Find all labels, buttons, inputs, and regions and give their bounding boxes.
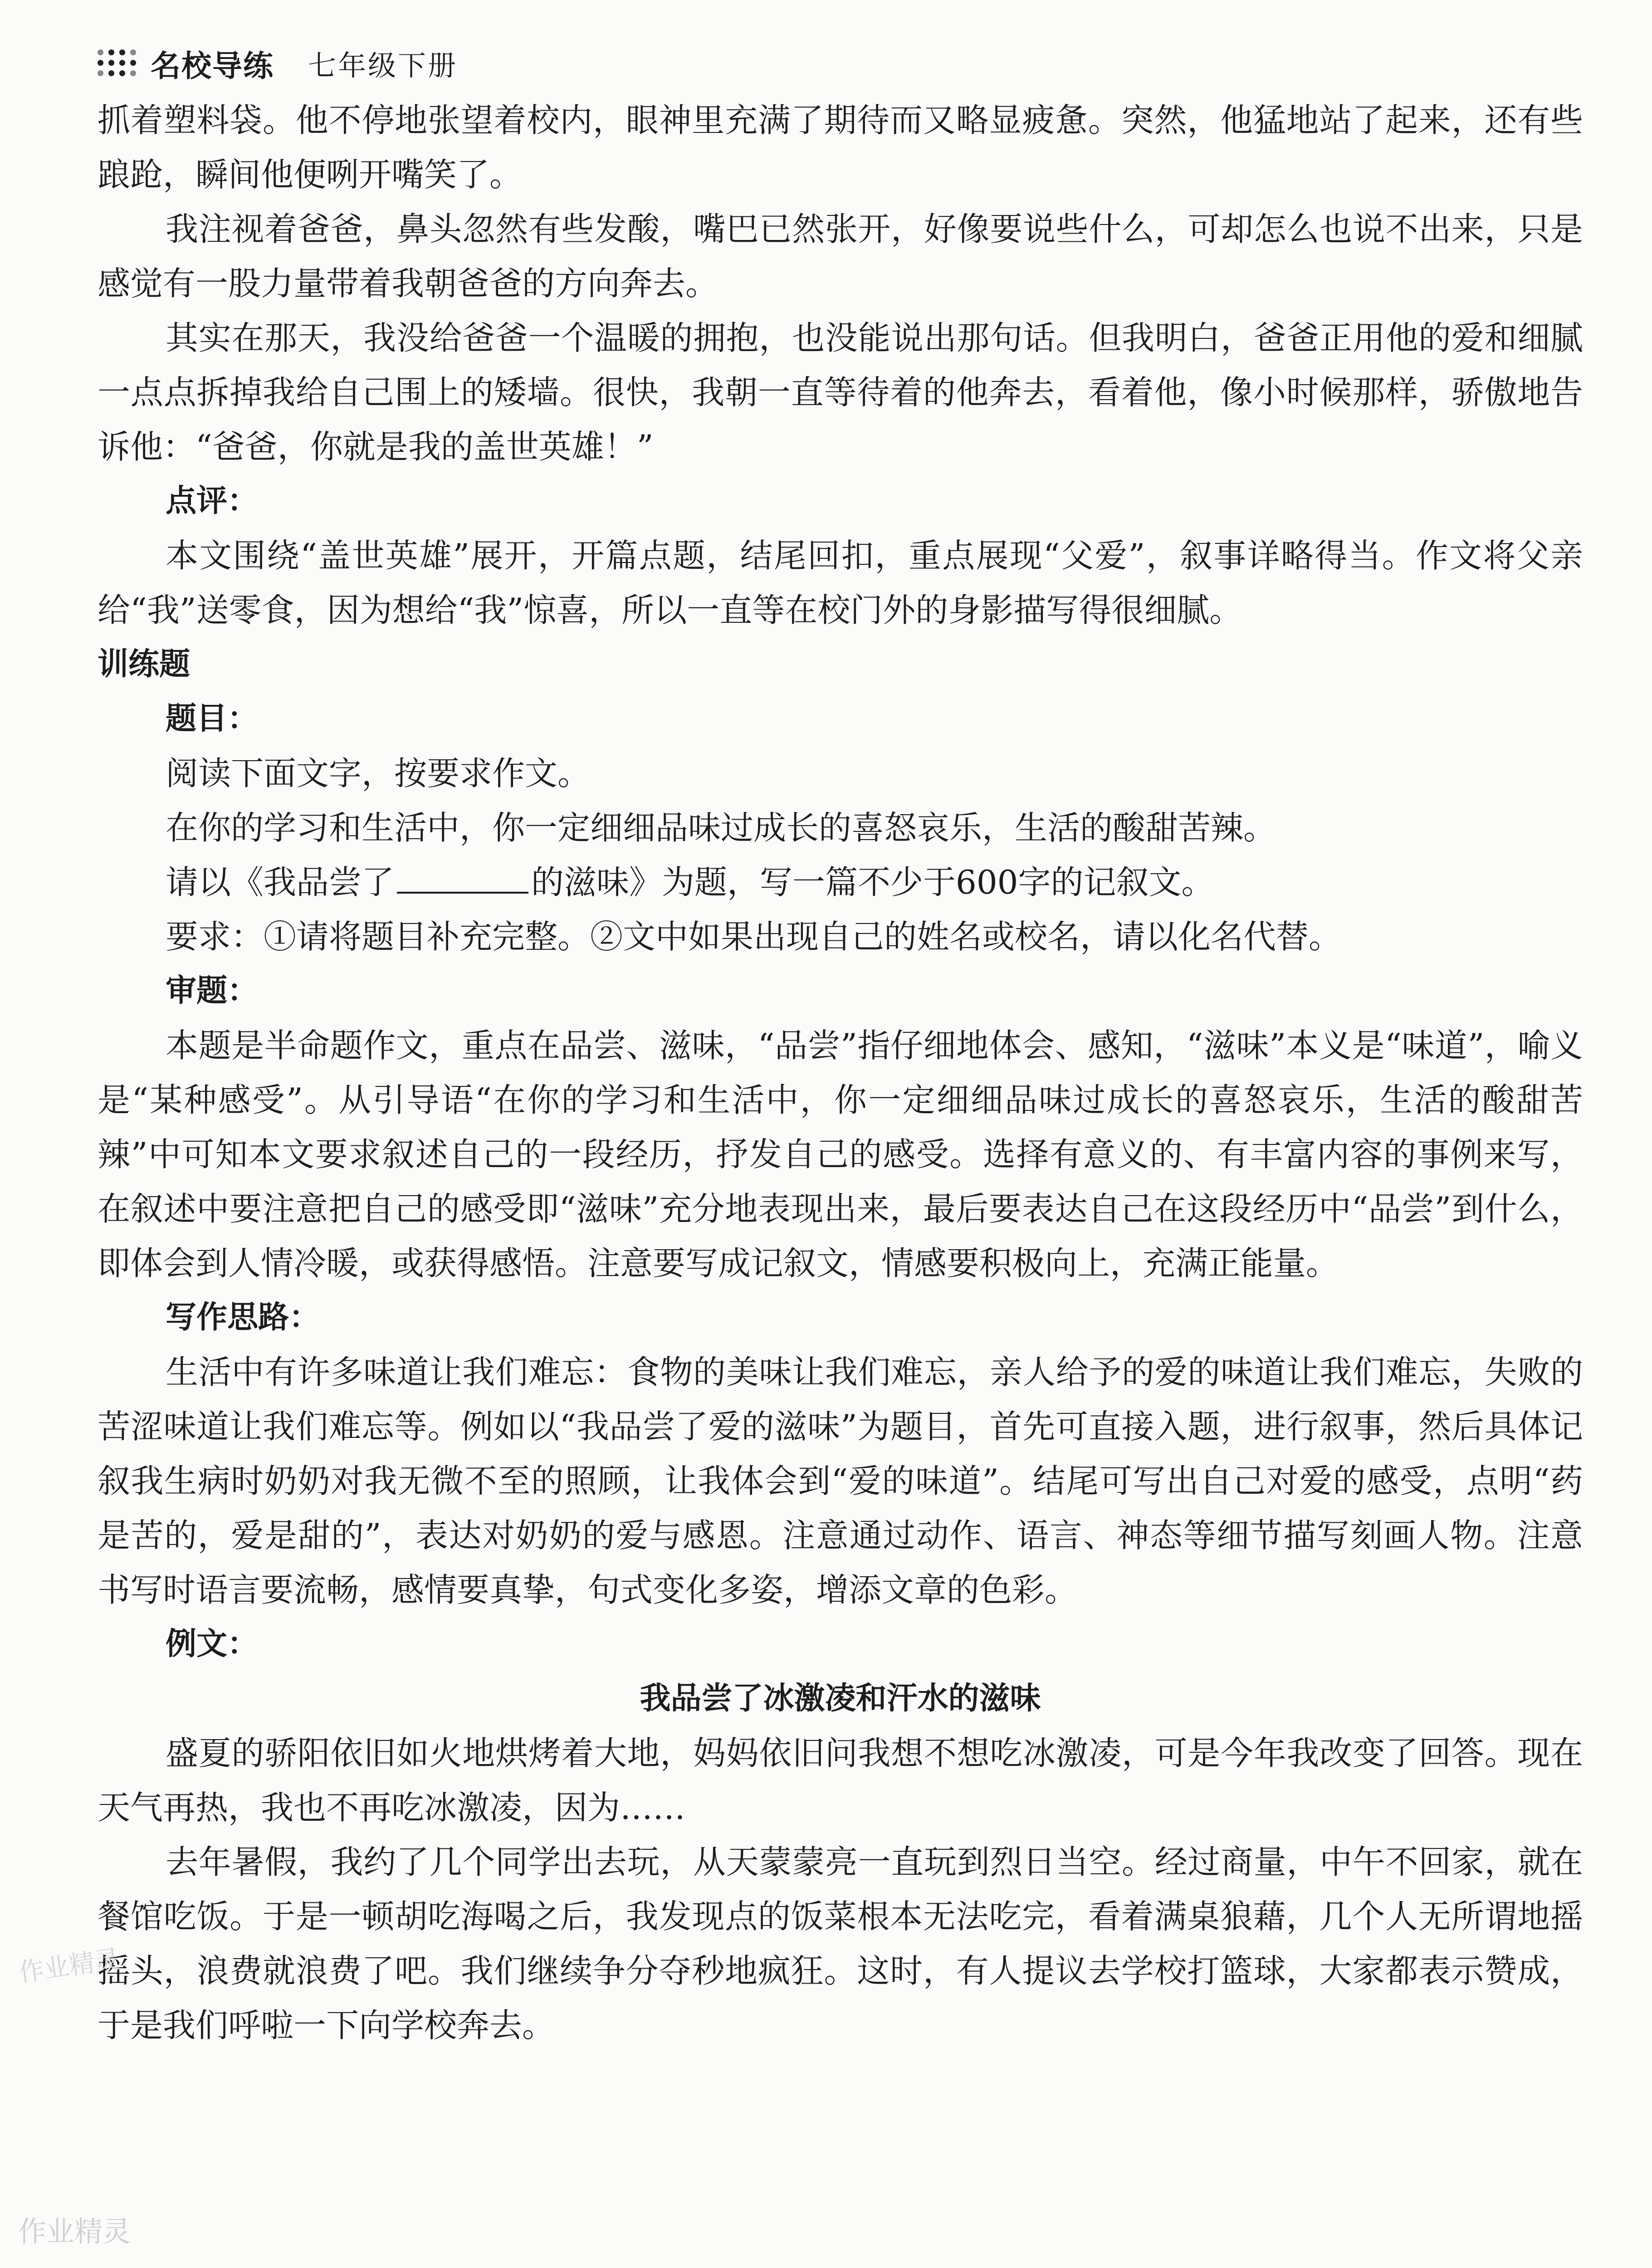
review-text: 本题是半命题作文，重点在品尝、滋味，“品尝”指仔细地体会、感知，“滋味”本义是“味道”，喻义是“某种感受”。从引导语“在你的学习和生活中，你一定细细品味过成长的喜怒哀乐，生活的酸甜苦辣”中可知本文要求叙述自己的一段经历，抒发自己的感受。选择有意义的、有丰富内容的事例来写，在叙述中要注意把自己的感受即“滋味”充分地表现出来，最后要表达自己在这段经历中“品尝”到什么，即体会到人情冷暖，或获得感悟。注意要写成记叙文，情感要积极向上，充满正能量。 <box>98 1026 1583 1282</box>
example-title: 我品尝了冰激凌和汗水的滋味 <box>640 1681 1041 1716</box>
topic-line: 在你的学习和生活中，你一定细细品味过成长的喜怒哀乐，生活的酸甜苦辣。 <box>166 809 1276 847</box>
fill-in-blank <box>397 855 528 894</box>
page-header <box>98 42 458 85</box>
comment-label: 点评： <box>166 483 259 519</box>
topic-line: 阅读下面文字，按要求作文。 <box>166 754 591 792</box>
book-grade: 七年级下册 <box>308 49 458 82</box>
watermark: 作业精灵 <box>17 1944 122 1988</box>
topic-suffix: 的滋味》为题，写一篇不少于600字的记叙文。 <box>531 863 1214 901</box>
paragraph: 抓着塑料袋。他不停地张望着校内，眼神里充满了期待而又略显疲惫。突然，他猛地站了起来，还有些踉跄，瞬间他便咧开嘴笑了。 <box>98 101 1583 194</box>
header-dots-icon <box>98 49 137 77</box>
example-label: 例文： <box>166 1626 259 1662</box>
topic-line <box>98 855 1583 909</box>
page-content <box>98 93 1583 2053</box>
training-section-heading: 训练题 <box>98 646 191 682</box>
paragraph: 我注视着爸爸，鼻头忽然有些发酸，嘴巴已然张开，好像要说些什么，可却怎么也说不出来，只是感觉有一股力量带着我朝爸爸的方向奔去。 <box>98 210 1583 303</box>
paragraph: 其实在那天，我没给爸爸一个温暖的拥抱，也没能说出那句话。但我明白，爸爸正用他的爱和细腻一点点拆掉我给自己围上的矮墙。很快，我朝一直等待着的他奔去，看着他，像小时候那样，骄傲地告诉他：“爸爸，你就是我的盖世英雄！” <box>98 319 1583 466</box>
example-paragraph: 去年暑假，我约了几个同学出去玩，从天蒙蒙亮一直玩到烈日当空。经过商量，中午不回家，就在餐馆吃饭。于是一顿胡吃海喝之后，我发现点的饭菜根本无法吃完，看着满桌狼藉，几个人无所谓地摇摇头，浪费就浪费了吧。我们继续争分夺秒地疯狂。这时，有人提议去学校打篮球，大家都表示赞成，于是我们呼啦一下向学校奔去。 <box>98 1843 1583 2044</box>
topic-label: 题目： <box>166 701 259 737</box>
example-paragraph: 盛夏的骄阳依旧如火地烘烤着大地，妈妈依旧问我想不想吃冰激凌，可是今年我改变了回答。现在天气再热，我也不再吃冰激凌，因为…… <box>98 1734 1583 1827</box>
topic-prefix: 请以《我品尝了 <box>166 863 395 901</box>
writing-idea-text: 生活中有许多味道让我们难忘：食物的美味让我们难忘，亲人给予的爱的味道让我们难忘，失败的苦涩味道让我们难忘等。例如以“我品尝了爱的滋味”为题目，首先可直接入题，进行叙事，然后具体记叙我生病时奶奶对我无微不至的照顾，让我体会到“爱的味道”。结尾可写出自己对爱的感受，点明“药是苦的，爱是甜的”，表达对奶奶的爱与感恩。注意通过动作、语言、神态等细节描写刻画人物。注意书写时语言要流畅，感情要真挚，句式变化多姿，增添文章的色彩。 <box>98 1353 1583 1609</box>
watermark: 作业精灵 <box>18 2215 131 2248</box>
book-brand: 名校导练 <box>151 49 274 83</box>
writing-idea-label: 写作思路： <box>166 1300 320 1335</box>
review-label: 审题： <box>166 973 259 1009</box>
comment-text: 本文围绕“盖世英雄”展开，开篇点题，结尾回扣，重点展现“父爱”，叙事详略得当。作文将父亲给“我”送零食，因为想给“我”惊喜，所以一直等在校门外的身影描写得很细腻。 <box>98 537 1583 629</box>
topic-line: 要求：①请将题目补充完整。②文中如果出现自己的姓名或校名，请以化名代替。 <box>166 918 1342 956</box>
